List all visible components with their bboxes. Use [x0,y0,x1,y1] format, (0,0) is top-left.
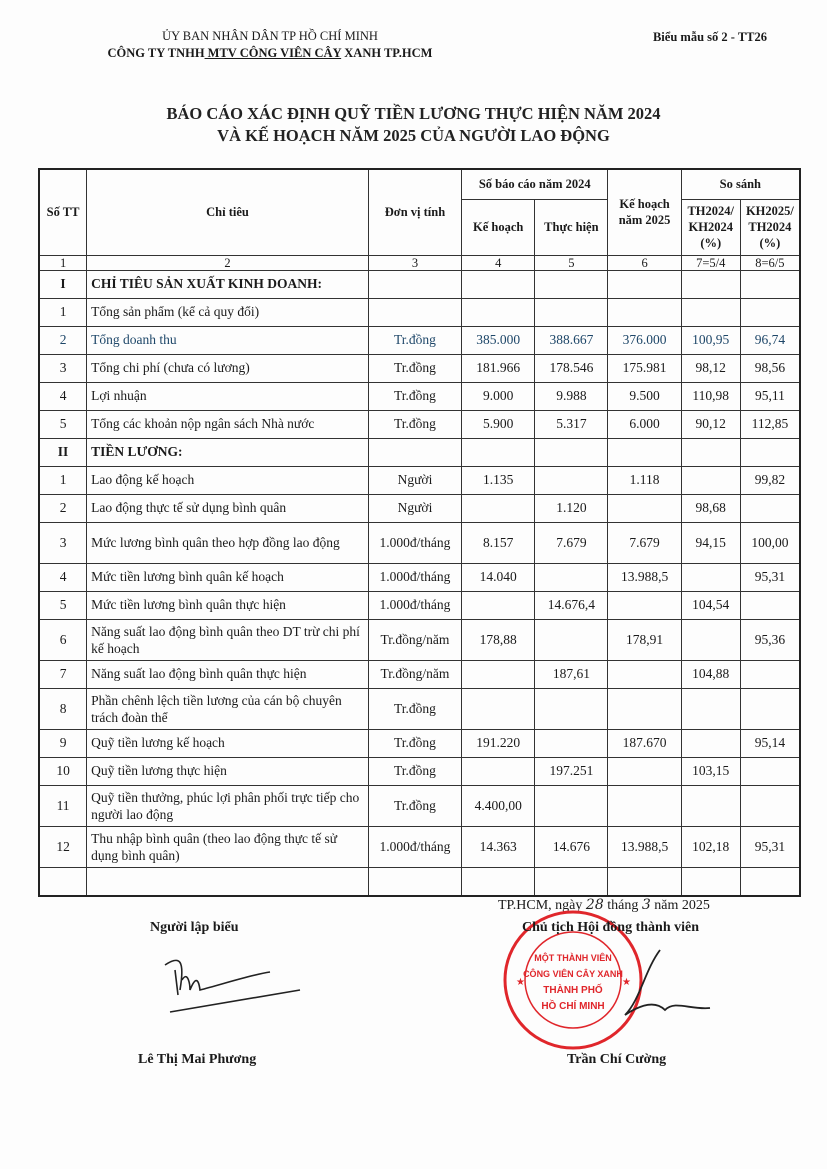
plan-2025-cell [608,688,681,729]
row-number: 4 [39,563,87,591]
header-actual-2024: Thực hiện [535,199,608,255]
plan-2025-cell: 13.988,5 [608,826,681,867]
unit-cell: Tr.đồng [368,688,461,729]
plan-2025-cell [608,757,681,785]
row-number: 4 [39,382,87,410]
table-row [39,619,800,660]
table-row [39,785,800,826]
indicator-name [87,867,369,896]
unit-cell: Tr.đồng/năm [368,619,461,660]
ratio-kh-th-cell [740,438,800,466]
unit-cell [368,270,461,298]
plan-2024-cell: 4.400,00 [462,785,535,826]
table-row [39,494,800,522]
stamp-line1: MỘT THÀNH VIÊN [534,953,612,963]
indicator-name: Năng suất lao động bình quân theo DT trừ chi phí kế hoạch [87,619,369,660]
unit-cell: Tr.đồng [368,785,461,826]
ratio-kh-th-cell [740,494,800,522]
ratio-kh-th-cell [740,757,800,785]
plan-2025-cell [608,494,681,522]
unit-cell: Tr.đồng [368,382,461,410]
actual-2024-cell [535,270,608,298]
table-row [39,660,800,688]
column-index-row [39,255,800,270]
actual-2024-cell: 187,61 [535,660,608,688]
stamp-line4: HỒ CHÍ MINH [541,1001,605,1012]
ratio-th-kh-cell: 110,98 [681,382,740,410]
plan-2025-cell [608,867,681,896]
plan-2025-cell: 6.000 [608,410,681,438]
plan-2025-cell [608,785,681,826]
header-plan-2025: Kế hoạch năm 2025 [608,169,681,255]
table-row [39,563,800,591]
actual-2024-cell: 14.676,4 [535,591,608,619]
ratio-kh-th-cell [740,660,800,688]
ratio-kh-th-cell: 112,85 [740,410,800,438]
plan-2025-cell: 187.670 [608,729,681,757]
row-number: 5 [39,591,87,619]
row-number: 2 [39,326,87,354]
unit-cell: 1.000đ/tháng [368,826,461,867]
table-row [39,382,800,410]
section-row [39,270,800,298]
preparer-signature [160,950,310,1020]
ratio-kh-th-cell [740,688,800,729]
plan-2025-cell: 1.118 [608,466,681,494]
actual-2024-cell: 178.546 [535,354,608,382]
table-row [39,326,800,354]
table-row [39,591,800,619]
row-number: 9 [39,729,87,757]
ratio-th-kh-cell [681,785,740,826]
header-no: Số TT [39,169,87,255]
row-number: 1 [39,298,87,326]
authority-name: ỦY BAN NHÂN DÂN TP HỒ CHÍ MINH [162,29,378,43]
unit-cell [368,438,461,466]
plan-2024-cell [462,757,535,785]
ratio-th-kh-cell [681,270,740,298]
ratio-kh-th-cell: 99,82 [740,466,800,494]
plan-2025-cell: 175.981 [608,354,681,382]
header-report-2024: Số báo cáo năm 2024 [462,169,608,199]
plan-2024-cell [462,438,535,466]
date-month-label: tháng [603,898,642,913]
table-row [39,867,800,896]
unit-cell: Tr.đồng [368,729,461,757]
ratio-th-kh-cell [681,729,740,757]
header-th-kh: TH2024/ KH2024 (%) [681,199,740,255]
table-row [39,466,800,494]
table-row [39,410,800,438]
plan-2024-cell: 181.966 [462,354,535,382]
ratio-th-kh-cell [681,867,740,896]
plan-2024-cell: 5.900 [462,410,535,438]
ratio-kh-th-cell [740,270,800,298]
indicator-name: Lợi nhuận [87,382,369,410]
ratio-th-kh-cell: 100,95 [681,326,740,354]
table-row [39,729,800,757]
table-row [39,354,800,382]
plan-2024-cell [462,298,535,326]
table-row [39,826,800,867]
report-title-line2: VÀ KẾ HOẠCH NĂM 2025 CỦA NGƯỜI LAO ĐỘNG [217,126,610,145]
unit-cell: Tr.đồng [368,410,461,438]
indicator-name: Tổng doanh thu [87,326,369,354]
row-number: I [39,270,87,298]
plan-2024-cell [462,688,535,729]
ratio-kh-th-cell: 95,31 [740,826,800,867]
actual-2024-cell [535,619,608,660]
header-plan-2024: Kế hoạch [462,199,535,255]
indicator-name: Mức tiền lương bình quân kế hoạch [87,563,369,591]
index-cell: 5 [535,255,608,270]
ratio-th-kh-cell [681,619,740,660]
plan-2024-cell [462,660,535,688]
row-number: 3 [39,522,87,563]
indicator-name: Mức tiền lương bình quân thực hiện [87,591,369,619]
indicator-name: Mức lương bình quân theo hợp đồng lao động [87,522,369,563]
indicator-name: Quỹ tiền lương thực hiện [87,757,369,785]
unit-cell: 1.000đ/tháng [368,522,461,563]
ratio-kh-th-cell: 95,11 [740,382,800,410]
stamp-line3: THÀNH PHỐ [543,985,603,996]
company-name-suffix: XANH TP.HCM [341,46,433,60]
issuer-header [60,28,480,62]
unit-cell: Tr.đồng/năm [368,660,461,688]
indicator-name: Quỹ tiền lương kế hoạch [87,729,369,757]
plan-2024-cell [462,867,535,896]
ratio-kh-th-cell [740,298,800,326]
ratio-th-kh-cell: 90,12 [681,410,740,438]
row-number: 5 [39,410,87,438]
plan-2025-cell [608,298,681,326]
index-cell: 3 [368,255,461,270]
actual-2024-cell: 7.679 [535,522,608,563]
actual-2024-cell: 5.317 [535,410,608,438]
plan-2024-cell: 1.135 [462,466,535,494]
ratio-kh-th-cell: 98,56 [740,354,800,382]
unit-cell: Tr.đồng [368,354,461,382]
plan-2025-cell: 178,91 [608,619,681,660]
row-number: 2 [39,494,87,522]
index-cell: 1 [39,255,87,270]
date-year: năm 2025 [650,898,710,913]
row-number [39,867,87,896]
date-month: 3 [641,897,651,913]
indicator-name: TIỀN LƯƠNG: [87,438,369,466]
plan-2025-cell: 376.000 [608,326,681,354]
unit-cell [368,867,461,896]
ratio-th-kh-cell: 104,54 [681,591,740,619]
ratio-th-kh-cell: 103,15 [681,757,740,785]
ratio-kh-th-cell [740,867,800,896]
form-code: Biểu mẫu số 2 - TT26 [652,30,767,44]
indicator-name: Lao động thực tế sử dụng bình quân [87,494,369,522]
ratio-kh-th-cell: 95,14 [740,729,800,757]
index-cell: 4 [462,255,535,270]
plan-2025-cell: 7.679 [608,522,681,563]
actual-2024-cell [535,867,608,896]
plan-2024-cell: 178,88 [462,619,535,660]
plan-2024-cell: 191.220 [462,729,535,757]
plan-2025-cell [608,591,681,619]
plan-2025-cell [608,438,681,466]
ratio-kh-th-cell [740,591,800,619]
chairman-name: Trần Chí Cường [567,1052,667,1067]
row-number: 3 [39,354,87,382]
indicator-name: Phần chênh lệch tiền lương của cán bộ chuyên trách đoàn thể [87,688,369,729]
plan-2024-cell [462,591,535,619]
row-number: 11 [39,785,87,826]
plan-2024-cell [462,494,535,522]
table-row [39,298,800,326]
unit-cell: Người [368,494,461,522]
stamp-star-left: ★ [516,977,525,988]
ratio-th-kh-cell: 98,12 [681,354,740,382]
ratio-kh-th-cell [740,785,800,826]
table-row [39,522,800,563]
plan-2025-cell: 13.988,5 [608,563,681,591]
ratio-kh-th-cell: 96,74 [740,326,800,354]
ratio-th-kh-cell: 104,88 [681,660,740,688]
plan-2025-cell: 9.500 [608,382,681,410]
actual-2024-cell: 9.988 [535,382,608,410]
indicator-name: Năng suất lao động bình quân thực hiện [87,660,369,688]
plan-2024-cell: 385.000 [462,326,535,354]
unit-cell: Tr.đồng [368,326,461,354]
header-kh-th: KH2025/ TH2024 (%) [740,199,800,255]
actual-2024-cell [535,466,608,494]
stamp-star-right: ★ [622,977,631,988]
ratio-kh-th-cell: 95,36 [740,619,800,660]
ratio-th-kh-cell [681,688,740,729]
actual-2024-cell: 14.676 [535,826,608,867]
indicator-name: Tổng sản phẩm (kể cả quy đổi) [87,298,369,326]
indicator-name: Thu nhập bình quân (theo lao động thực tế sử dụng bình quân) [87,826,369,867]
unit-cell [368,298,461,326]
unit-cell: 1.000đ/tháng [368,591,461,619]
stamp-line2: CÔNG VIÊN CÂY XANH [523,969,623,979]
row-number: 12 [39,826,87,867]
date-place: TP.HCM, ngày [498,898,586,913]
ratio-th-kh-cell: 102,18 [681,826,740,867]
ratio-kh-th-cell: 100,00 [740,522,800,563]
plan-2024-cell: 9.000 [462,382,535,410]
index-cell: 2 [87,255,369,270]
row-number: 1 [39,466,87,494]
company-name [60,45,480,62]
actual-2024-cell: 1.120 [535,494,608,522]
preparer-title: Người lập biểu [150,920,239,935]
index-cell: 8=6/5 [740,255,800,270]
chairman-title: Chủ tịch Hội đồng thành viên [522,920,699,935]
report-title-line1: BÁO CÁO XÁC ĐỊNH QUỸ TIỀN LƯƠNG THỰC HIỆN NĂM 2024 [166,104,661,123]
actual-2024-cell [535,729,608,757]
plan-2024-cell: 14.040 [462,563,535,591]
actual-2024-cell [535,438,608,466]
actual-2024-cell [535,298,608,326]
plan-2024-cell: 8.157 [462,522,535,563]
ratio-th-kh-cell: 94,15 [681,522,740,563]
indicator-name: CHỈ TIÊU SẢN XUẤT KINH DOANH: [87,270,369,298]
indicator-name: Quỹ tiền thưởng, phúc lợi phân phối trực tiếp cho người lao động [87,785,369,826]
plan-2024-cell [462,270,535,298]
unit-cell: 1.000đ/tháng [368,563,461,591]
actual-2024-cell [535,688,608,729]
plan-2025-cell [608,660,681,688]
ratio-th-kh-cell [681,438,740,466]
ratio-kh-th-cell: 95,31 [740,563,800,591]
actual-2024-cell: 197.251 [535,757,608,785]
table-row [39,688,800,729]
preparer-name: Lê Thị Mai Phương [138,1052,257,1067]
plan-2025-cell [608,270,681,298]
actual-2024-cell [535,785,608,826]
header-indicator: Chỉ tiêu [87,169,369,255]
row-number: 7 [39,660,87,688]
company-name-underlined: MTV CÔNG VIÊN CÂY [204,46,342,60]
ratio-th-kh-cell: 98,68 [681,494,740,522]
header-unit: Đơn vị tính [368,169,461,255]
row-number: 6 [39,619,87,660]
section-row [39,438,800,466]
actual-2024-cell [535,563,608,591]
unit-cell: Tr.đồng [368,757,461,785]
ratio-th-kh-cell [681,298,740,326]
company-name-prefix: CÔNG TY TNHH [107,46,205,60]
indicator-name: Lao động kế hoạch [87,466,369,494]
date-day: 28 [585,897,604,913]
header-compare: So sánh [681,169,800,199]
table-row [39,757,800,785]
chairman-signature [600,940,740,1030]
report-table [38,168,801,897]
row-number: II [39,438,87,466]
index-cell: 7=5/4 [681,255,740,270]
index-cell: 6 [608,255,681,270]
unit-cell: Người [368,466,461,494]
indicator-name: Tổng chi phí (chưa có lương) [87,354,369,382]
row-number: 10 [39,757,87,785]
ratio-th-kh-cell [681,563,740,591]
actual-2024-cell: 388.667 [535,326,608,354]
report-title [40,103,787,147]
plan-2024-cell: 14.363 [462,826,535,867]
row-number: 8 [39,688,87,729]
indicator-name: Tổng các khoản nộp ngân sách Nhà nước [87,410,369,438]
ratio-th-kh-cell [681,466,740,494]
